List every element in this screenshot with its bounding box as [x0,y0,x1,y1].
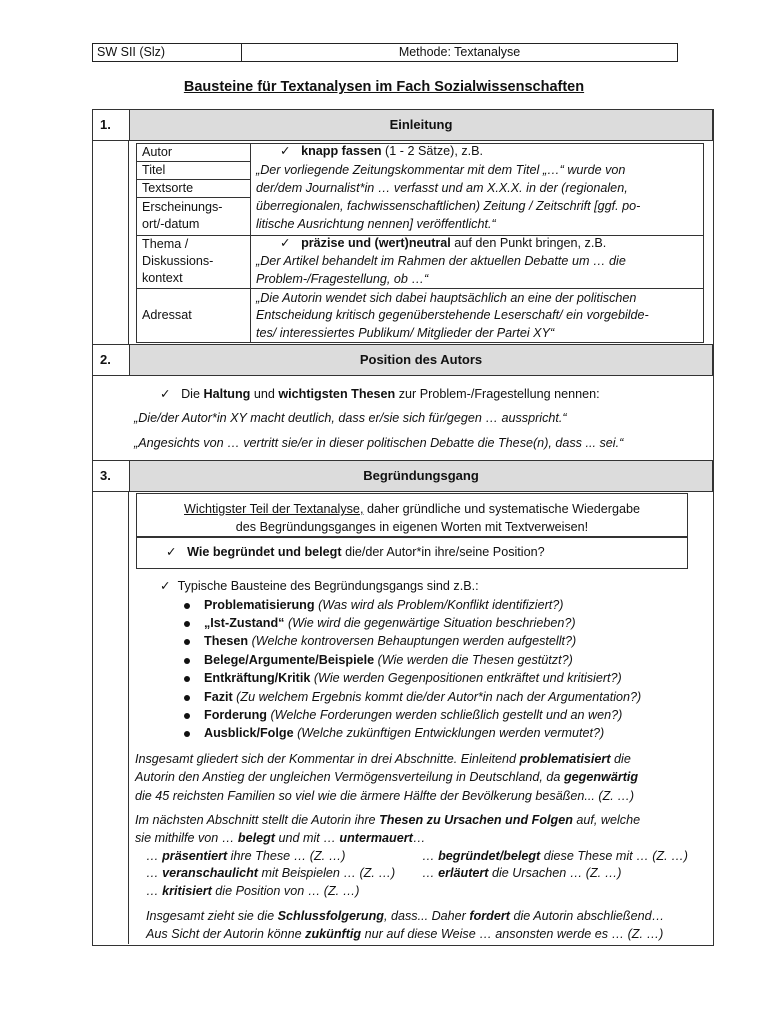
intro-label-date: ort/-datum [142,217,200,231]
column-divider [128,141,129,344]
bullet-icon [184,695,190,701]
bullet-item: Forderung (Welche Forderungen werden schließlich gestellt und an wen?) [184,706,622,724]
header-table [92,43,678,62]
intro-label-addressee: Adressat [142,308,192,322]
section-header-1 [92,109,713,141]
bullet-item: Ausblick/Folge (Welche zukünftigen Entwicklungen werden vermutet?) [184,724,604,742]
position-check: ✓ Die Haltung und wichtigsten Thesen zur Problem-/Fragestellung nennen: [160,387,600,401]
section-header-3 [92,460,713,492]
check-icon: ✓ [280,236,291,250]
header-course: SW SII (Slz) [93,44,242,61]
bullet-item: Thesen (Welche kontroversen Behauptungen werden aufgestellt?) [184,632,576,650]
position-example-1: „Die/der Autor*in XY macht deutlich, dass er/sie sich für/gegen … ausspricht.“ [134,411,567,425]
page-title: Bausteine für Textanalysen im Fach Sozialwissenschaften [183,79,585,95]
intro-example-line: tes/ interessiertes Publikum/ Mitglieder der Partei XY“ [256,326,555,340]
intro-example-line: Entscheidung kritisch gegenüberstehende Leserschaft/ ein vorgebilde- [256,308,649,322]
bullet-item: Fazit (Zu welchem Ergebnis kommt die/der Autor*in nach der Argumentation?) [184,688,641,706]
check-icon: ✓ [280,144,291,158]
intro-check-1: ✓ knapp fassen (1 - 2 Sätze), z.B. [280,144,484,158]
bullet-item: „Ist-Zustand“ (Wie wird die gegenwärtige Situation beschrieben?) [184,614,576,632]
intro-divider [250,143,251,343]
section-label: Begründungsgang [363,468,479,483]
verb-item: … kritisiert die Position von … (Z. …) [146,884,360,898]
intro-label-type: Textsorte [142,181,194,195]
header-method: Methode: Textanalyse [398,45,521,59]
column-divider [128,492,129,944]
example-paragraph-line: die 45 reichsten Familien so viel wie die ärmere Hälfte der Bevölkerung besäßen... (Z. …) [135,789,635,803]
bullet-icon [184,639,190,645]
bullet-icon [184,731,190,737]
section-label: Einleitung [389,117,453,132]
intro-label-author: Autor [142,145,173,159]
bullet-icon [184,621,190,627]
example-paragraph-line: Im nächsten Abschnitt stellt die Autorin ihre Thesen zu Ursachen und Folgen auf, welche [135,813,641,827]
example-paragraph-line: Insgesamt gliedert sich der Kommentar in drei Abschnitte. Einleitend problematisiert die [135,752,631,766]
bullet-icon [184,603,190,609]
question-line: ✓ Wie begründet und belegt die/der Autor*in ihre/seine Position? [166,545,545,559]
intro-label-topic: Thema / [142,237,189,251]
intro-label-context: kontext [142,271,183,285]
bullet-icon [184,713,190,719]
emphasis-line-1: Wichtigster Teil der Textanalyse, daher gründliche und systematische Wiedergabe [184,502,640,516]
section-number: 1. [93,110,130,140]
bullet-icon [184,676,190,682]
intro-label-title: Titel [142,163,166,177]
intro-example-line: der/dem Journalist*in … verfasst und am X.X.X. in der (regionalen, [256,181,628,195]
verb-item: … präsentiert ihre These … (Z. …) [146,849,346,863]
intro-example-line: „Die Autorin wendet sich dabei hauptsächlich an eine der politischen [256,291,637,305]
intro-example-line: überregionalen, fachwissenschaftlichen) Zeitung / Zeitschrift [ggf. po- [256,199,641,213]
intro-label-discussion: Diskussions- [142,254,214,268]
section-number: 2. [93,345,130,375]
intro-label-place: Erscheinungs- [142,200,223,214]
typical-line: ✓ Typische Bausteine des Begründungsgangs sind z.B.: [160,579,479,593]
bullet-item: Entkräftung/Kritik (Wie werden Gegenpositionen entkräftet und kritisiert?) [184,669,622,687]
example-paragraph-line: Insgesamt zieht sie die Schlussfolgerung, dass... Daher fordert die Autorin abschließend… [146,909,665,923]
check-icon: ✓ [166,545,177,559]
section-header-2 [92,344,713,376]
intro-example-line: „Der Artikel behandelt im Rahmen der aktuellen Debatte um … die [256,254,626,268]
check-icon: ✓ [160,387,171,401]
example-paragraph-line: Aus Sicht der Autorin könne zukünftig nur auf diese Weise … ansonsten werde es … (Z. …) [146,927,664,941]
example-paragraph-line: sie mithilfe von … belegt und mit … untermauert… [135,831,426,845]
intro-check-2: ✓ präzise und (wert)neutral auf den Punkt bringen, z.B. [280,236,607,250]
section-number: 3. [93,461,130,491]
intro-example-line: litische Ausrichtung nennen] veröffentlicht.“ [256,217,496,231]
verb-item: … veranschaulicht mit Beispielen … (Z. …) [146,866,396,880]
bullet-item: Belege/Argumente/Beispiele (Wie werden die Thesen gestützt?) [184,651,573,669]
intro-example-line: „Der vorliegende Zeitungskommentar mit dem Titel „…“ wurde von [256,163,626,177]
section-label: Position des Autors [359,352,483,367]
bullet-icon [184,658,190,664]
verb-item: … erläutert die Ursachen … (Z. …) [422,866,622,880]
position-example-2: „Angesichts von … vertritt sie/er in dieser politischen Debatte die These(n), dass ... sei.“ [134,436,624,450]
bullet-item: Problematisierung (Was wird als Problem/Konflikt identifiziert?) [184,596,564,614]
check-icon: ✓ [160,579,171,593]
intro-example-line: Problem-/Fragestellung, ob …“ [256,272,429,286]
verb-item: … begründet/belegt diese These mit … (Z. …) [422,849,688,863]
emphasis-line-2: des Begründungsganges in eigenen Worten mit Textverweisen! [235,520,589,534]
example-paragraph-line: Autorin den Anstieg der ungleichen Vermögensverteilung in Deutschland, da gegenwärtig [135,770,639,784]
